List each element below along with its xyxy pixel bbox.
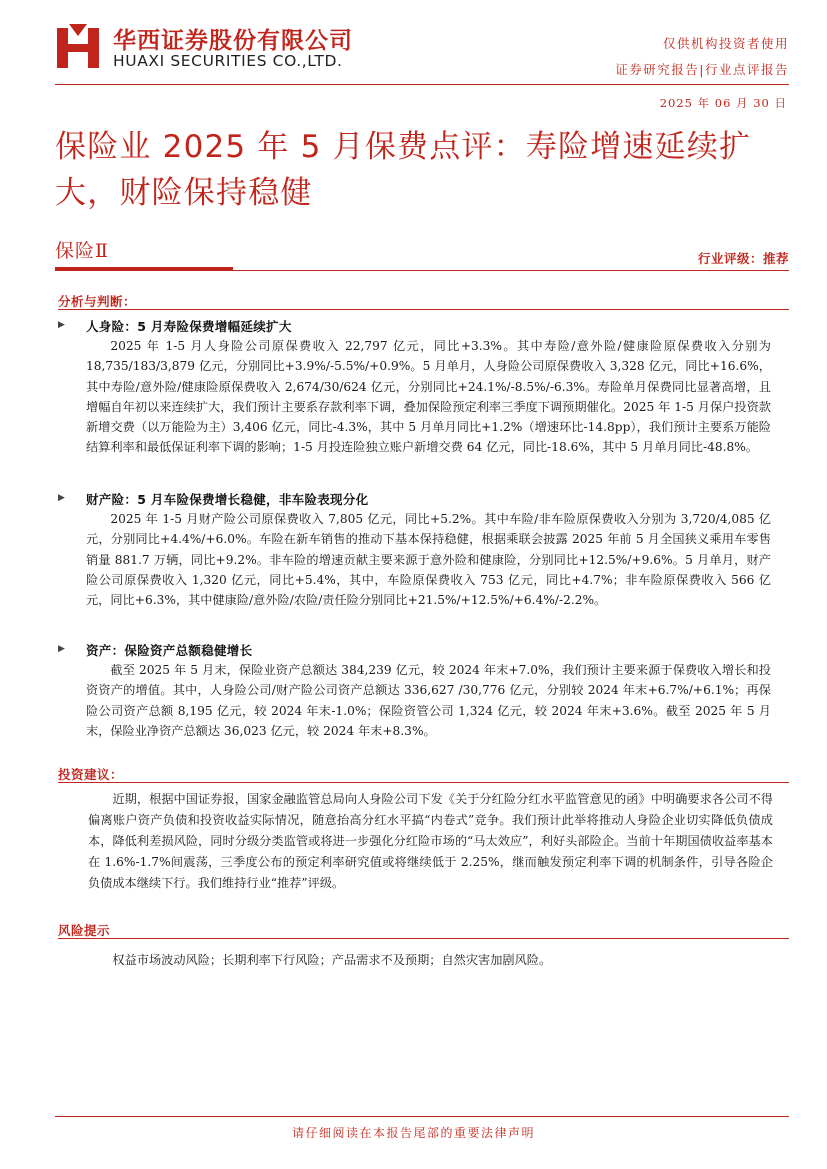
assets-paragraph: 截至 2025 年 5 月末，保险业资产总额达 384,239 亿元，较 2024 年末+7.0%，我们预计主要来源于保费收入增长和投资资产的增值。其中，人身险公司/财产险公司资产总额达 336,627 /30,776 亿元，分别较 2024 年末+6.7%/+6.1%；再保险公司资产总额 8,195 亿元，较 2024 年末-1.0%；保险资管公司 1,324 亿元，较 2024 年末+3.6%。截至 2025 年 5 月末，保险业净资产总额达 36,023 亿元，较 2024 年末+8.3%。 [86,663,771,738]
industry-underline [55,267,233,271]
bullet-icon: ▶ [58,320,65,330]
rating-divider [233,270,789,271]
life-insurance-paragraph: 2025 年 1-5 月人身险公司原保费收入 22,797 亿元，同比+3.3%。其中寿险/意外险/健康险原保费收入分别为 18,735/183/3,879 亿元，分别同比+3.9%/-5.5%/+0.9%。5 月单月，人身险公司原保费收入 3,328 亿元，同比+16.6%，其中寿险/意外险/健康险原保费收入 2,674/30/624 亿元，分别同比+24.1%/-8.5%/-6.3%。寿险单月保费同比显著高增，且增幅自年初以来连续扩大，我们预计主要系存款利率下调，叠加保险预定利率三季度下调预期催化。2025 年 1-5 月保户投资款新增交费（以万能险为主）3,406 亿元，同比-4.3%，其中 5 月单月同比+1.2%（增速环比-14.8pp），我们预计主要系万能险结算利率和最低保证利率下调的影响；1-5 月投连险独立账户新增交费 64 亿元，同比-18.6%，其中 5 月单月同比-48.8%。 [86,339,771,455]
analysis-heading: 分析与判断： [58,294,137,309]
header-divider [55,84,789,85]
risk-heading-underline [58,938,789,939]
property-insurance-paragraph: 2025 年 1-5 月财产险公司原保费收入 7,805 亿元，同比+5.2%。其中车险/非车险原保费收入分别为 3,720/4,085 亿元，分别同比+4.4%/+6.0%。车险在新车销售的推动下基本保持稳健，根据乘联会披露 2025 年前 5 月全国狭义乘用车零售销量 881.7 万辆，同比+9.2%。非车险的增速贡献主要来源于意外险和健康险，分别同比+12.5%/+9.6%。5 月单月，财产险公司原保费收入 1,320 亿元，同比+5.4%，其中，车险原保费收入 753 亿元，同比+4.7%；非车险原保费收入 566 亿元，同比+6.3%，其中健康险/意外险/农险/责任险分别同比+21.5%/+12.5%/+6.4%/-2.2%。 [86,512,771,608]
life-insurance-heading: 人身险：5 月寿险保费增幅延续扩大 [86,319,292,334]
assets-heading: 资产：保险资产总额稳健增长 [86,643,253,658]
property-insurance-heading: 财产险：5 月车险保费增长稳健，非车险表现分化 [86,492,369,507]
advice-heading: 投资建议： [58,767,124,782]
document-type: 证券研究报告|行业点评报告 [615,62,789,77]
footer-divider [55,1116,789,1117]
advice-paragraph: 近期，根据中国证券报，国家金融监管总局向人身险公司下发《关于分红险分红水平监管意见的函》中明确要求各公司不得偏离账户资产负债和投资收益实际情况，随意抬高分红水平搞“内卷式”竞争。我们预计此举将推动人身险企业切实降低负债成本，降低利差损风险，同时分级分类监管或将进一步强化分红险市场的“马太效应”，利好头部险企。当前十年期国债收益率基本在 1.6%-1.7%间震荡，三季度公布的预定利率研究值或将继续低于 2.25%，继而触发预定利率下调的机制条件，引导各险企负债成本继续下行。我们维持行业“推荐”评级。 [88,792,773,890]
bullet-icon: ▶ [58,493,65,503]
industry-rating: 行业评级：推荐 [697,251,789,266]
report-date: 2025 年 06 月 30 日 [659,96,787,110]
audience-notice: 仅供机构投资者使用 [662,36,789,51]
company-logo [55,22,355,74]
advice-heading-underline [58,782,789,783]
risk-heading: 风险提示 [58,923,111,938]
legal-notice-footer: 请仔细阅读在本报告尾部的重要法律声明 [291,1126,535,1140]
company-name-en: HUAXI SECURITIES CO.,LTD. [113,52,343,70]
risk-paragraph: 权益市场波动风险；长期利率下行风险；产品需求不及预期；自然灾害加剧风险。 [112,953,552,967]
industry-name: 保险Ⅱ [55,240,109,262]
analysis-heading-underline [58,309,789,310]
bullet-icon: ▶ [58,644,65,654]
report-title: 保险业 2025 年 5 月保费点评：寿险增速延续扩大，财险保持稳健 [55,129,752,211]
company-name-cn: 华西证券股份有限公司 [113,28,353,54]
huaxi-logo-icon [55,22,101,70]
